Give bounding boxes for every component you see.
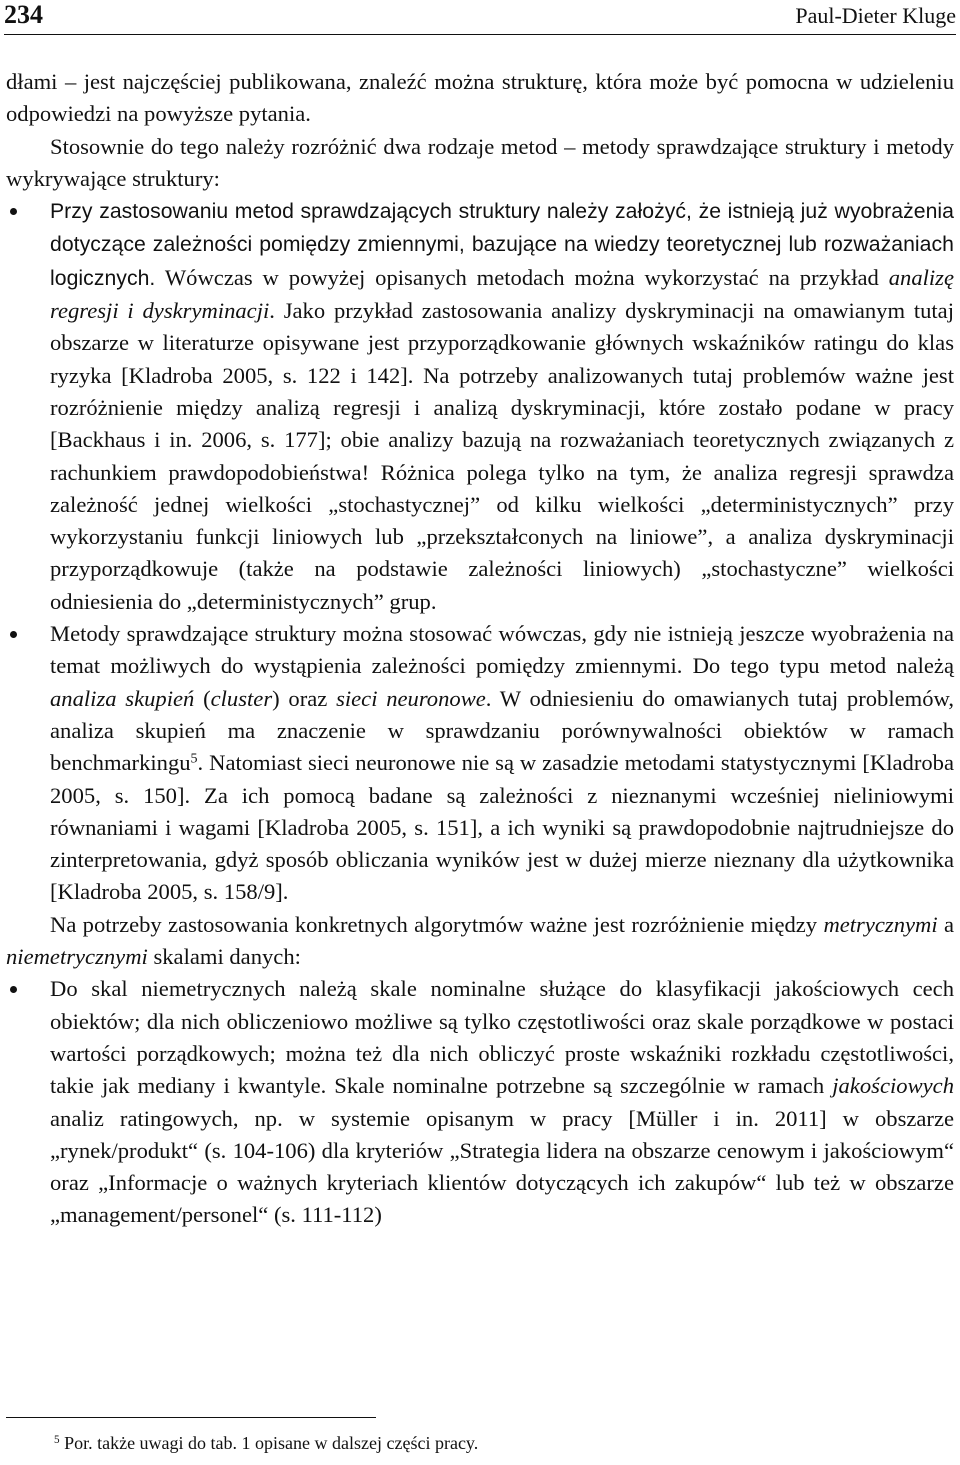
body-text — [6, 66, 954, 1232]
bullet1-text-a: Wówczas w powyżej opisanych metodach można wykorzystać na przykład — [155, 264, 889, 290]
running-head-author: Paul-Dieter Kluge — [795, 3, 956, 28]
intro-paragraph: dłami – jest najczęściej publikowana, znaleźć można strukturę, która może być pomocna w udzieleniu odpowiedzi na powyższe pytania. — [6, 69, 954, 127]
bullet1-sans-text: Przy zastosowaniu metod sprawdzających struktury należy założyć, że istnieją już wyobrażenia dotyczące zależności pomiędzy zmiennymi, bazujące na wiedzy teoretycznej lub rozważaniach logicznych. — [50, 200, 954, 290]
footnote-text: Por. także uwagi do tab. 1 opisane w dalszej części pracy. — [59, 1433, 479, 1453]
footnote — [54, 1432, 478, 1454]
bullet2-text-c: ) oraz — [272, 685, 337, 711]
list-item-structure-checking — [6, 195, 954, 618]
bullet3-text-a: Do skal niemetrycznych należą skale nominalne służące do klasyfikacji jakościowych cech obiektów; dla nich obliczeniowo możliwe są tylko częstotliwości oraz skale porządkowe w postaci wartości porządkowych; można też dla nich obliczyć proste wskaźniki rozkładu częstotliwości, takie jak mediany i kwantyle. Skale nominalne potrzebne są szczególnie w ramach — [50, 976, 954, 1099]
bullet2-text-b: ( — [194, 685, 211, 711]
page-number: 234 — [4, 0, 43, 29]
para3-text-b: a — [937, 911, 954, 937]
bullet3-text-b: analiz ratingowych, np. w systemie opisanym w pracy [Müller i in. 2011] w obszarze „rynek/produkt“ (s. 104-106) dla kryteriów „Strategia lidera na obszarze cenowym i jakościowym“ oraz „Informacje o ważnych kryteriach klientów dotyczących ich zakupów“ lub też w obszarze „management/personel“ (s. 111-112) — [50, 1105, 954, 1228]
para3-italic-metric: metrycznymi — [823, 911, 938, 937]
page-header — [4, 0, 956, 35]
footnote-reference: 5 — [190, 751, 198, 767]
scales-paragraph — [6, 909, 954, 974]
bullet2-text-e: . Natomiast sieci neuronowe nie są w zasadzie metodami statystycznymi [Kladroba 2005, s. 150]. Za ich pomocą badane są zależności z nieznanymi wcześniej nieliniowymi równaniami i wagami [Kladroba 2005, s. 151], a ich wyniki są prawdopodobnie najtrudniejsze do zinterpretowania, gdyż sposób obliczania wyników jest w dużej mierze nieznany dla użytkownika [Kladroba 2005, s. 158/9]. — [50, 750, 954, 905]
bullet2-italic-neural-networks: sieci neuronowe — [336, 685, 486, 711]
bullet1-italic-term: analizę regresji i dyskryminacji — [50, 264, 954, 324]
footnote-rule — [6, 1417, 376, 1418]
bullet2-text-d: . W odniesieniu do omawianych tutaj problemów, analiza skupień ma znaczenie w sprawdzaniu porównywalności obiektów w ramach benchmarkingu — [50, 685, 954, 776]
para3-text-a: Na potrzeby zastosowania konkretnych algorytmów ważne jest rozróżnienie między — [50, 911, 824, 937]
para3-text-c: skalami danych: — [147, 944, 301, 970]
bullet2-italic-cluster: cluster — [210, 685, 273, 711]
list-item-structure-detecting — [6, 618, 954, 909]
footnote-number: 5 — [54, 1433, 60, 1446]
methods-list — [6, 195, 954, 909]
bullet1-text-b: . Jako przykład zastosowania analizy dyskryminacji na omawianym tutaj obszarze w literaturze opisywane jest przyporządkowanie głównych wskaźników ratingu do klas ryzyka [Kladroba 2005, s. 122 i 142]. Na potrzeby analizowanych tutaj problemów ważne jest rozróżnienie między analizą regresji i analizą dyskryminacji, które zostało podane w pracy [Backhaus i in. 2006, s. 177]; obie analizy bazują na rozważaniach teoretycznych związanych z rachunkiem prawdopodobieństwa! Różnica polega tylko na tym, że analiza regresji sprawdza zależność jednej wielkości „stochastycznej” od kilku wielkości „deterministycznych” przy wykorzystaniu funkcji liniowych lub „przekształconych na liniowe”, a analiza dyskryminacji przyporządkowuje (także na podstawie zależności liniowych) „stochastyczne” wielkości odniesienia do „deterministycznych” grup. — [50, 298, 954, 614]
bullet2-text-a: Metody sprawdzające struktury można stosować wówczas, gdy nie istnieją jeszcze wyobrażenia na temat możliwych do wystąpienia zależności pomiędzy zmiennymi. Do tego typu metod należą — [50, 621, 954, 679]
para3-italic-nonmetric: niemetrycznymi — [6, 944, 148, 970]
bullet2-italic-cluster-analysis: analiza skupień — [50, 685, 195, 711]
methods-paragraph: Stosownie do tego należy rozróżnić dwa rodzaje metod – metody sprawdzające struktury i metody wykrywające struktury: — [6, 133, 954, 191]
list-item-nonmetric-scales — [6, 973, 954, 1231]
scales-list — [6, 973, 954, 1231]
bullet3-italic-qualitative: jakościowych — [832, 1073, 954, 1099]
